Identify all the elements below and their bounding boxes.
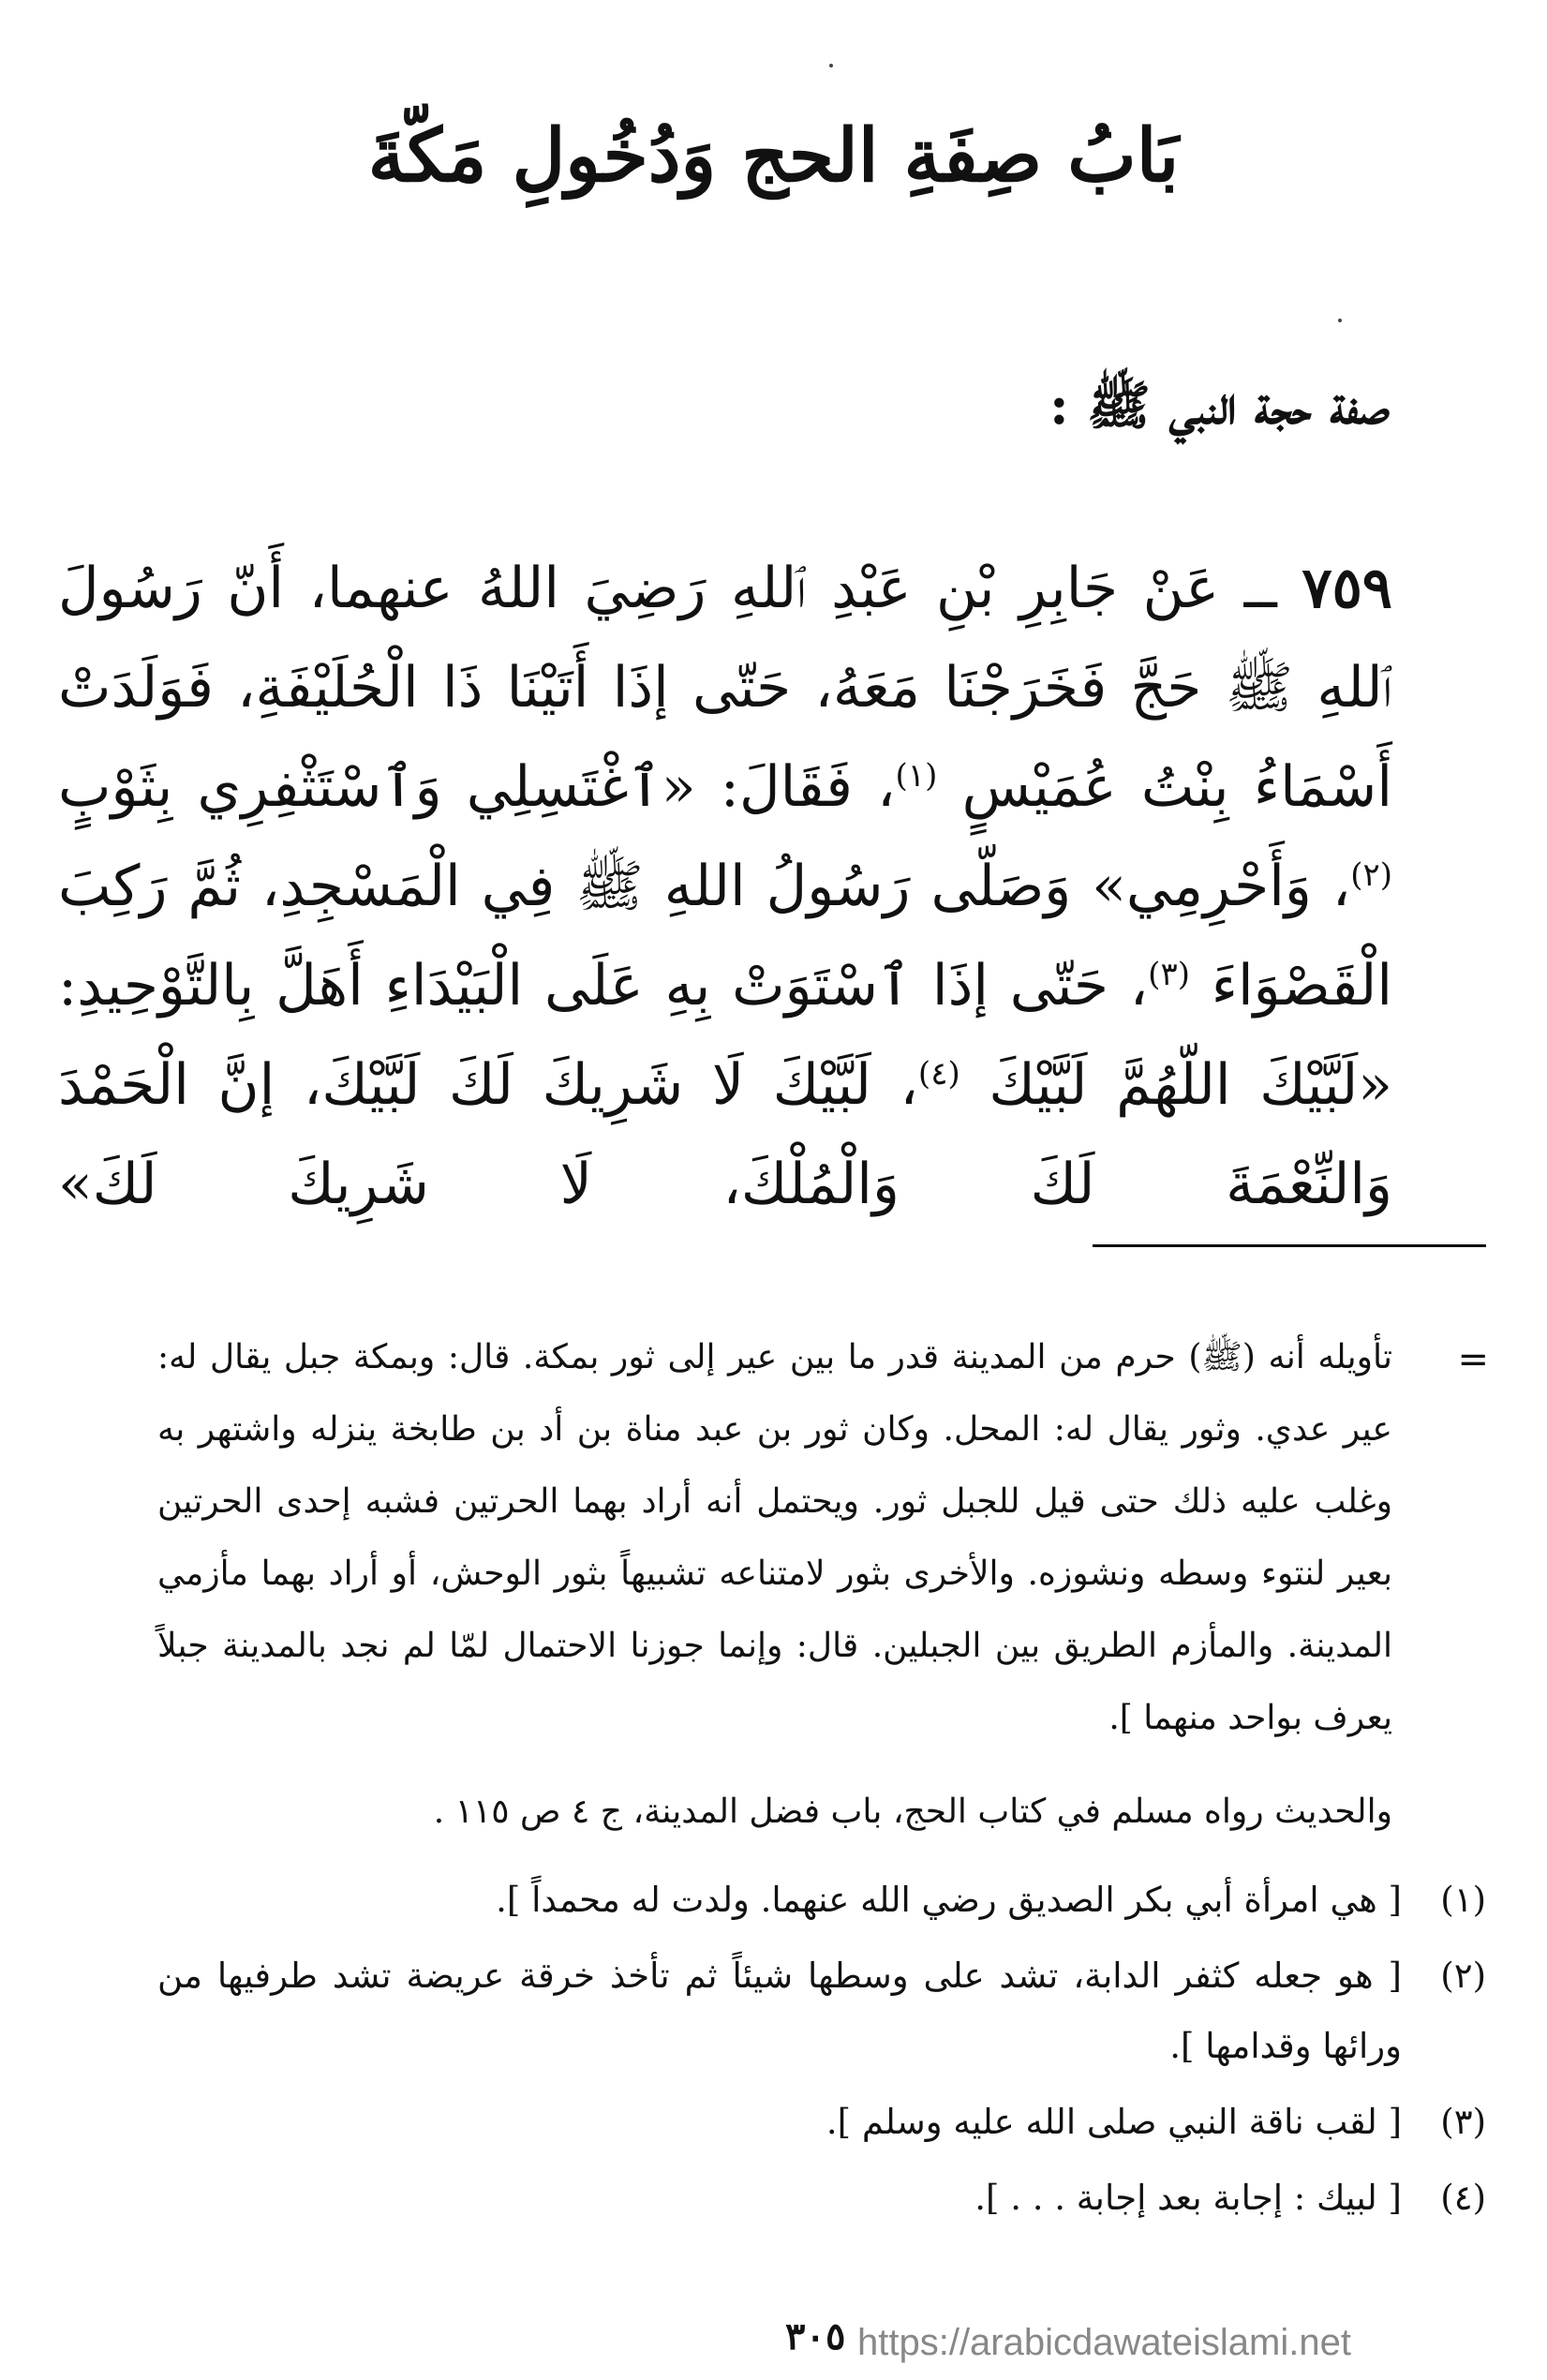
footnote-number: (٤) [1440, 2178, 1486, 2218]
chapter-title: بَابُ صِفَةِ الحج وَدُخُولِ مَكّةَ [367, 113, 1180, 199]
hadith-text [58, 539, 1392, 1234]
section-heading: صفة حجة النبي ﷺ : [1049, 375, 1390, 437]
footnote-number: (٢) [1440, 1956, 1486, 1996]
footnote-ref-3: (٣) [1148, 956, 1190, 993]
footnote-number: (١) [1440, 1880, 1486, 1920]
hadith-source-line: والحديث رواه مسلم في كتاب الحج، باب فضل المدينة، ج ٤ ص ١١٥ . [433, 1792, 1392, 1831]
footnote-ref-1: (١) [895, 757, 938, 795]
continued-footnote-text: تأويله أنه (ﷺ) حرم من المدينة قدر ما بين عير إلى ثور بمكة. قال: وبمكة جبل يقال له: عير عدي. وثور يقال له: المحل. وكان ثور بن عبد مناة بن أد بن طابخة ينزله واشتهر به وغلب عليه ذلك حتى قيل للجبل ثور. ويحتمل أنه أراد بهما الحرتين فشبه إحدى الحرتين بعير لنتوء وسطه ونشوزه. والأخرى بثور لامتناعه تشبيهاً بثور الوحش، أو أراد بهما مأزمي المدينة. والمأزم الطريق بين الجبلين. قال: وإنما جوزنا الاحتمال لمّا لم نجد بالمدينة جبلاً يعرف بواحد منهما ]. [157, 1338, 1392, 1737]
footnote-4 [157, 2163, 1486, 2233]
footnote-text: [ لبيك : إجابة بعد إجابة . . . ]. [974, 2178, 1402, 2218]
hadith-text-part-5: ، لَبَّيْكَ لَا شَرِيكَ لَكَ لَبَّيْكَ، إنَّ الْحَمْدَ وَالنِّعْمَةَ لَكَ وَالْمُلْكَ، لَا شَرِيكَ لَكَ» [58, 1052, 1392, 1217]
page-number: ٣٠٥ [785, 2314, 846, 2358]
footnote-text: [ هو جعله كثفر الدابة، تشد على وسطها شيئاً ثم تأخذ خرقة عريضة تشد طرفيها من ورائها وقدامها ]. [157, 1956, 1402, 2066]
hadith-text-part-3: ، وَأَحْرِمِي» وَصَلّى رَسُولُ اللهِ ﷺ فِي الْمَسْجِدِ، ثُمَّ رَكِبَ الْقَصْوَاءَ [58, 854, 1392, 1019]
hadith-text-part-2: ، فَقَالَ: «ٱغْتَسِلِي وَٱسْتَثْفِرِي بِثَوْبٍ [58, 754, 896, 820]
watermark-url: https://arabicdawateislami.net [857, 2322, 1351, 2363]
footnote-ref-4: (٤) [917, 1055, 960, 1093]
scan-speck [1338, 319, 1342, 322]
scan-speck [829, 64, 833, 67]
hadith-text-part-1: عَنْ جَابِرِ بْنِ عَبْدِ ٱللهِ رَضِيَ اللهُ عنهما، أَنّ رَسُولَ ٱللهِ ﷺ حَجَّ فَخَرَجْنَا مَعَهُ، حَتّى إذَا أَتَيْنَا ذَا الْحُلَيْفَةِ، فَوَلَدَتْ أَسْمَاءُ بِنْتُ عُمَيْسٍ [58, 556, 1392, 820]
footnotes-list [157, 1865, 1486, 2239]
hadith-number: ٧٥٩ [1302, 556, 1393, 621]
footnote-1 [157, 1865, 1486, 1935]
continuation-mark: = [1457, 1338, 1489, 1381]
footnote-number: (٣) [1440, 2102, 1486, 2142]
footnote-text: [ لقب ناقة النبي صلى الله عليه وسلم ]. [826, 2102, 1402, 2142]
footnote-separator [1093, 1244, 1486, 1247]
hadith-text-part-4: ، حَتّى إذَا ٱسْتَوَتْ بِهِ عَلَى الْبَيْدَاءِ أَهَلَّ بِالتَّوْحِيدِ: «لَبَّيْكَ اللّهُمَّ لَبَّيْكَ [58, 953, 1392, 1118]
footnote-2 [157, 1941, 1486, 2081]
hadith-dash: ــ [1243, 556, 1277, 621]
footnote-ref-2: (٢) [1350, 856, 1392, 894]
footnote-text: [ هي امرأة أبي بكر الصديق رضي الله عنهما. ولدت له محمداً ]. [496, 1880, 1402, 1920]
footnote-3 [157, 2087, 1486, 2157]
